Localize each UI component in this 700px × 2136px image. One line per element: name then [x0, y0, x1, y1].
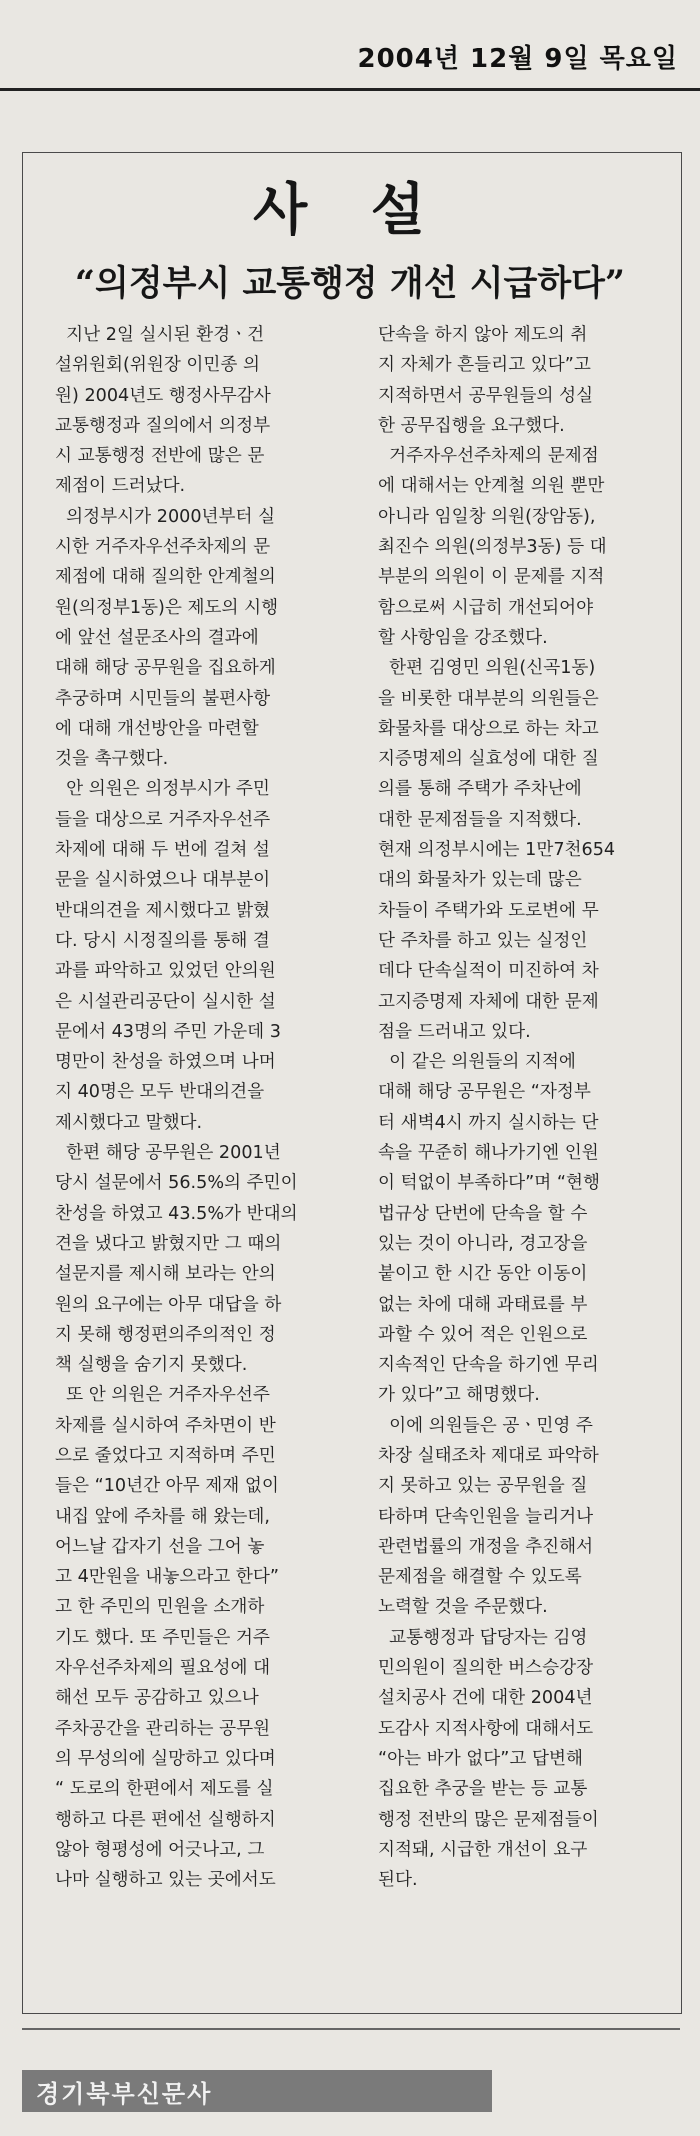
- text-line: 과할 수 있어 적은 인원으로: [378, 1324, 588, 1345]
- text-line: 고지증명제 자체에 대한 문제: [378, 991, 599, 1012]
- text-line: 어느날 갑자기 선을 그어 놓: [55, 1536, 265, 1557]
- text-line: 지 40명은 모두 반대의견을: [55, 1082, 265, 1103]
- text-line: 이 턱없이 부족하다”며 “현행: [378, 1173, 600, 1194]
- text-line: 이 같은 의원들의 지적에: [378, 1052, 576, 1073]
- text-line: 현재 의정부시에는 1만7천654: [378, 840, 616, 861]
- text-line: 것을 촉구했다.: [55, 749, 169, 770]
- text-line: 함으로써 시급히 개선되어야: [378, 597, 594, 618]
- text-line: 대한 문제점들을 지적했다.: [378, 809, 582, 830]
- text-line: 대의 화물차가 있는데 많은: [378, 870, 582, 891]
- text-line: 으로 줄었다고 지적하며 주민: [55, 1445, 276, 1466]
- text-line: 최진수 의원(의정부3동) 등 대: [378, 537, 607, 558]
- text-line: 책 실행을 숨기지 못했다.: [55, 1355, 248, 1376]
- text-line: 명만이 찬성을 하였으며 나머: [55, 1052, 276, 1073]
- text-line: 민의원이 질의한 버스승강장: [378, 1658, 594, 1679]
- text-line: 단속을 하지 않아 제도의 취: [378, 325, 588, 345]
- text-line: 지난 2일 실시된 환경ㆍ건: [55, 325, 265, 345]
- text-line: 거주자우선주차제의 문제점: [378, 446, 599, 467]
- text-line: 한편 김영민 의원(신곡1동): [378, 658, 596, 679]
- text-line: 문에서 43명의 주민 가운데 3: [55, 1021, 281, 1042]
- text-line: 화물차를 대상으로 하는 차고: [378, 718, 599, 739]
- text-line: 지 못해 행정편의주의적인 정: [55, 1324, 276, 1345]
- text-line: 주차공간을 관리하는 공무원: [55, 1718, 271, 1739]
- text-line: 지 자체가 흔들리고 있다”고: [378, 355, 591, 376]
- text-line: 없는 차에 대해 과태료를 부: [378, 1294, 588, 1315]
- text-line: 찬성을 하였고 43.5%가 반대의: [55, 1203, 298, 1224]
- text-line: “ 도로의 한편에서 제도를 실: [55, 1779, 274, 1800]
- text-line: 행하고 다른 편에선 실행하지: [55, 1809, 276, 1830]
- text-line: 제점이 드러났다.: [55, 476, 186, 497]
- text-line: 단 주차를 하고 있는 실정인: [378, 930, 588, 951]
- text-line: 반대의견을 제시했다고 밝혔: [55, 900, 271, 921]
- text-line: 지적하면서 공무원들의 성실: [378, 385, 594, 406]
- text-line: 안 의원은 의정부시가 주민: [55, 779, 270, 800]
- text-line: 고 한 주민의 민원을 소개하: [55, 1597, 265, 1618]
- publisher-banner: [22, 2070, 492, 2112]
- text-line: 데다 단속실적이 미진하여 차: [378, 961, 599, 982]
- text-line: 집요한 추궁을 받는 등 교통: [378, 1779, 588, 1800]
- text-line: 의정부시가 2000년부터 실: [55, 506, 276, 527]
- text-line: 한 공무집행을 요구했다.: [378, 415, 565, 436]
- text-line: 된다.: [378, 1870, 418, 1891]
- text-line: 이에 의원들은 공ㆍ민영 주: [378, 1415, 593, 1436]
- text-line: 한편 해당 공무원은 2001년: [55, 1143, 281, 1164]
- text-line: 설문지를 제시해 보라는 안의: [55, 1264, 276, 1285]
- right-column: [378, 320, 678, 1895]
- text-line: 시 교통행정 전반에 많은 문: [55, 446, 265, 467]
- text-line: 들은 “10년간 아무 제재 없이: [55, 1476, 279, 1497]
- text-line: 문제점을 해결할 수 있도록: [378, 1567, 582, 1588]
- text-line: 도감사 지적사항에 대해서도: [378, 1718, 594, 1739]
- text-line: 들을 대상으로 거주자우선주: [55, 809, 271, 830]
- text-line: 에 앞선 설문조사의 결과에: [55, 627, 259, 648]
- text-line: 원의 요구에는 아무 대답을 하: [55, 1294, 282, 1315]
- text-line: 교통행정과 답당자는 김영: [378, 1627, 588, 1648]
- text-line: 차제에 대해 두 번에 걸쳐 설: [55, 840, 270, 861]
- text-line: 내집 앞에 주차를 해 왔는데,: [55, 1506, 270, 1527]
- text-line: 아니라 임일창 의원(장암동),: [378, 506, 596, 527]
- top-rule: [0, 88, 700, 91]
- text-line: 대해 해당 공무원을 집요하게: [55, 658, 276, 679]
- text-line: 의 무성의에 실망하고 있다며: [55, 1748, 276, 1769]
- text-line: 교통행정과 질의에서 의정부: [55, 415, 271, 436]
- text-line: 속을 꾸준히 해나가기엔 인원: [378, 1143, 599, 1164]
- text-line: 견을 냈다고 밝혔지만 그 때의: [55, 1233, 282, 1254]
- text-line: 터 새벽4시 까지 실시하는 단: [378, 1112, 599, 1133]
- text-line: 차장 실태조차 제대로 파악하: [378, 1445, 599, 1466]
- text-line: 문을 실시하였으나 대부분이: [55, 870, 271, 891]
- text-line: 노력할 것을 주문했다.: [378, 1597, 548, 1618]
- text-line: 의를 통해 주택가 주차난에: [378, 779, 582, 800]
- text-line: 원(의정부1동)은 제도의 시행: [55, 597, 279, 618]
- text-line: 추궁하며 시민들의 불편사항: [55, 688, 271, 709]
- text-line: 제시했다고 말했다.: [55, 1112, 203, 1133]
- text-line: 않아 형평성에 어긋나고, 그: [55, 1839, 265, 1860]
- text-line: 지속적인 단속을 하기엔 무리: [378, 1355, 599, 1376]
- text-line: 할 사항임을 강조했다.: [378, 627, 548, 648]
- text-line: 있는 것이 아니라, 경고장을: [378, 1233, 588, 1254]
- text-line: 점을 드러내고 있다.: [378, 1021, 531, 1042]
- text-line: 에 대해 개선방안을 마련할: [55, 718, 259, 739]
- publisher-name: 경기북부신문사: [36, 2079, 213, 2108]
- text-line: 법규상 단번에 단속을 할 수: [378, 1203, 588, 1224]
- text-line: 과를 파악하고 있었던 안의원: [55, 961, 276, 982]
- text-line: 나마 실행하고 있는 곳에서도: [55, 1870, 276, 1891]
- text-line: 또 안 의원은 거주자우선주: [55, 1385, 270, 1406]
- text-line: 설치공사 건에 대한 2004년: [378, 1688, 593, 1709]
- text-line: 당시 설문에서 56.5%의 주민이: [55, 1173, 298, 1194]
- text-line: 차제를 실시하여 주차면이 반: [55, 1415, 276, 1436]
- text-line: 시한 거주자우선주차제의 문: [55, 537, 271, 558]
- text-line: 지적돼, 시급한 개선이 요구: [378, 1839, 588, 1860]
- text-line: 다. 당시 시정질의를 통해 결: [55, 930, 270, 951]
- text-line: 지증명제의 실효성에 대한 질: [378, 749, 599, 770]
- text-line: 부분의 의원이 이 문제를 지적: [378, 567, 605, 588]
- text-line: 에 대해서는 안계철 의원 뿐만: [378, 476, 605, 497]
- text-line: 해선 모두 공감하고 있으나: [55, 1688, 259, 1709]
- left-column: [55, 320, 345, 1895]
- bottom-rule: [22, 2028, 680, 2030]
- text-line: 기도 했다. 또 주민들은 거주: [55, 1627, 270, 1648]
- text-line: 붙이고 한 시간 동안 이동이: [378, 1264, 588, 1285]
- text-line: “아는 바가 없다”고 답변해: [378, 1748, 583, 1769]
- text-line: 타하며 단속인원을 늘리거나: [378, 1506, 594, 1527]
- section-heading: 사 설: [253, 177, 447, 243]
- text-line: 제점에 대해 질의한 안계철의: [55, 567, 276, 588]
- text-line: 자우선주차제의 필요성에 대: [55, 1658, 271, 1679]
- text-line: 관련법률의 개정을 추진해서: [378, 1536, 594, 1557]
- text-line: 원) 2004년도 행정사무감사: [55, 385, 271, 406]
- text-line: 행정 전반의 많은 문제점들이: [378, 1809, 599, 1830]
- text-line: 대해 해당 공무원은 “자정부: [378, 1082, 591, 1103]
- text-line: 고 4만원을 내놓으라고 한다”: [55, 1567, 280, 1588]
- editorial-title: “의정부시 교통행정 개선 시급하다”: [74, 263, 626, 304]
- text-line: 지 못하고 있는 공무원을 질: [378, 1476, 588, 1497]
- text-line: 을 비롯한 대부분의 의원들은: [378, 688, 599, 709]
- text-line: 은 시설관리공단이 실시한 설: [55, 991, 276, 1012]
- text-line: 차들이 주택가와 도로변에 무: [378, 900, 599, 921]
- text-line: 설위원회(위원장 이민종 의: [55, 355, 261, 376]
- publication-date: 2004년 12월 9일 목요일: [357, 44, 678, 74]
- text-line: 가 있다”고 해명했다.: [378, 1385, 540, 1406]
